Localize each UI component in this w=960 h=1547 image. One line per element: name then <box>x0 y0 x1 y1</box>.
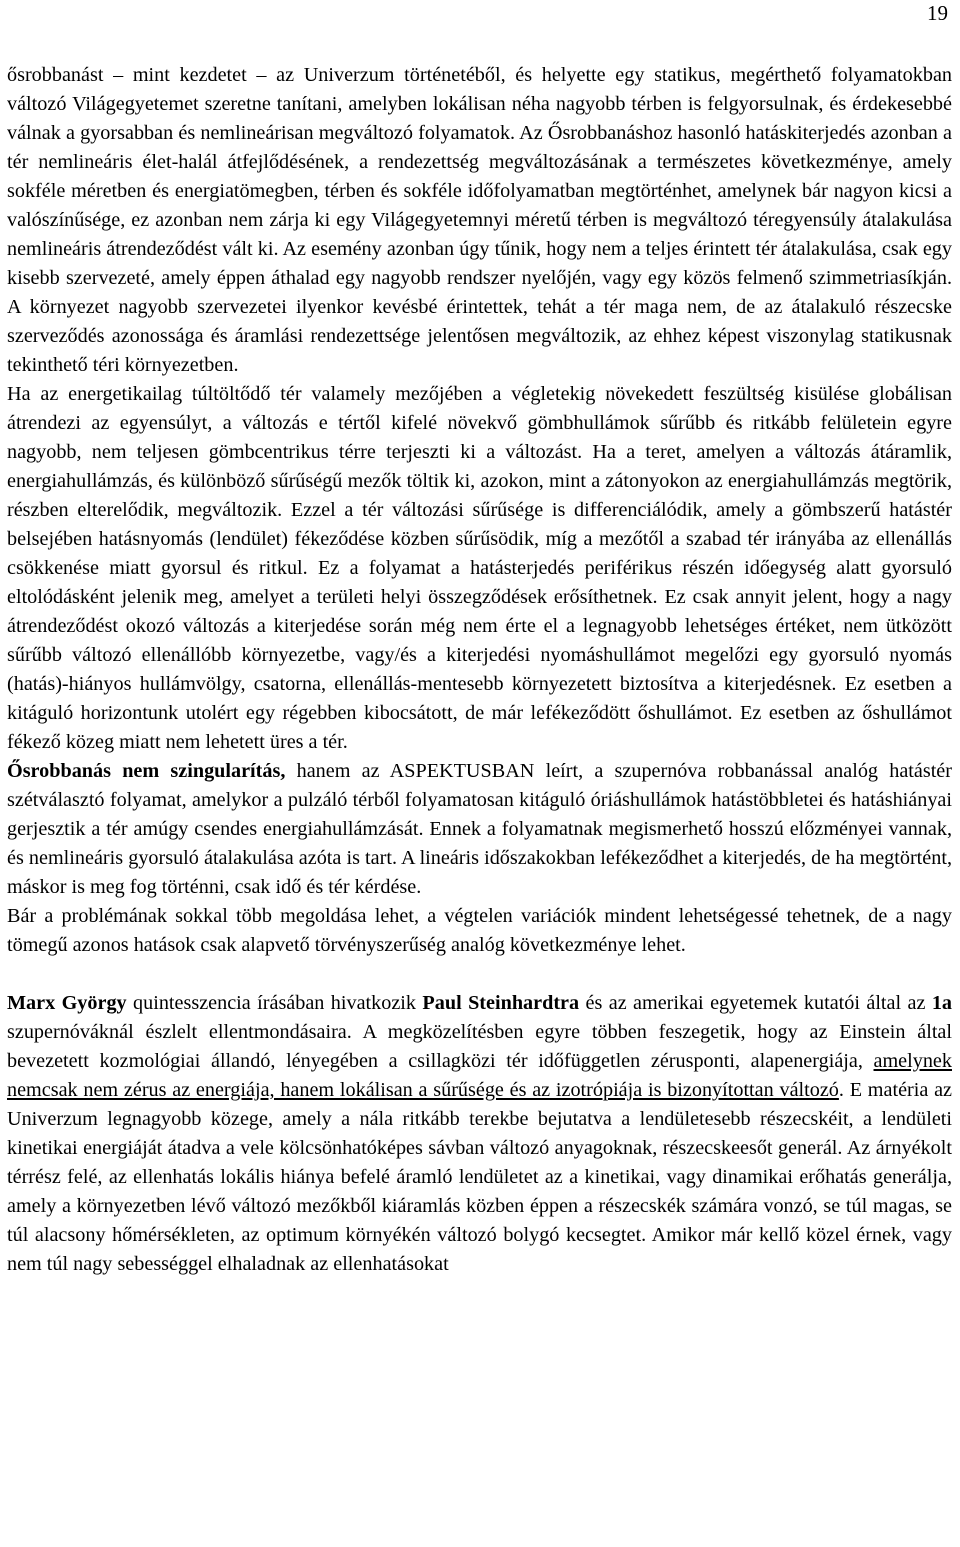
paragraph-5-text-3: szupernóváknál észlelt ellentmondásaira. A megközelítésben egyre többen feszegetik, hogy az Einstein által bevezetett kozmológiai állandó, lényegében a csillagközi tér időfüggetlen zérusponti, alapenergiája, <box>7 1021 952 1072</box>
underlined-phrase: amelynek nemcsak nem zérus az energiája, hanem lokálisan a sűrűsége és az izotrópiája is bizonyítottan változó <box>7 1050 952 1101</box>
document-body <box>7 61 952 1279</box>
paragraph-1: ősrobbanást – mint kezdetet – az Univerzum történetéből, és helyette egy statikus, megérthető folyamatokban változó Világegyetemet szeretne tanítani, amelyben lokálisan néha nagyobb térben is felgyorsulnak, és érdekesebbé válnak a gyorsabban és nemlineárisan megváltozó folyamatok. Az Ősrobbanáshoz hasonló hatáskiterjedés azonban a tér nemlineáris élet-halál átfejlődésének, a rendezettség megváltozásának a természetes következménye, amely sokféle méretben és energiatömegben, térben és sokféle időfolyamatban megtörténhet, amelynek bár nagyon kicsi a valószínűsége, ez azonban nem zárja ki egy Világegyetemnyi méretű térben is megváltozó téregyensúly átalakulása nemlineáris átrendeződést vált ki. Az esemény azonban úgy tűnik, hogy nem a teljes érintett tér átalakulása, csak egy kisebb szervezeté, amely éppen áthalad egy nagyobb rendszer nyelőjén, vagy egy közös felmenő szimmetriasíkján. A környezet nagyobb szervezetei ilyenkor kevésbé érintettek, tehát a tér maga nem, de az átalakuló részecske szerveződés azonossága és áramlási rendezettsége jelentősen megváltozik, az ehhez képest viszonylag statikusnak tekinthető téri környezetben. <box>7 64 952 376</box>
bold-phrase: Ősrobbanás nem szingularítás, <box>7 760 286 782</box>
cited-author-name: Paul Steinhardtra <box>422 992 580 1014</box>
paragraph-5-text-1: quintesszencia írásában hivatkozik <box>126 992 423 1014</box>
page-number: 19 <box>927 1 948 25</box>
paragraph-2: Ha az energetikailag túltöltődő tér valamely mezőjében a végletekig növekedett feszültség kisülése globálisan átrendezi az egyensúlyt, a változás e tértől kifelé növekvő gömbhullámok sűrűbb és ritkább felületein egyre nagyobb, nem teljesen gömbcentrikus térre terjeszti ki a változást. Ha a teret, amelyen a változás átáramlik, energiahullámzás, és különböző sűrűségű mezők töltik ki, azokon, mint a zátonyokon az energiahullámzás megtörik, részben elterelődik, megváltozik. Ezzel a tér változási sűrűsége is differenciálódik, amely a gömbszerű hatástér belsejében hatásnyomás (lendület) fékeződése közben sűrűsödik, míg a mezőtől a szabad tér irányába az ellenállás csökkenése miatt gyorsul és ritkul. Ez a folyamat a hatásterjedés periférikus részén időegység alatt gyorsuló eltolódásként jelenik meg, amelyet a területi helyi összegződések erősíthetnek. Ez csak annyit jelent, hogy a nagy átrendeződést okozó változás a kiterjedése során még nem érte el a legnagyobb lehetséges értéket, nem ütközött sűrűbb változó ellenállóbb környezetbe, vagy/és a kiterjedési nyomáshullámot megelőzi egy gyorsuló nyomás (hatás)-hiányos hullámvölgy, csatorna, ellenállás-mentesebb környezetett biztosítva a kiterjedésnek. Ez esetben a kitáguló horizontunk utolért egy régebben kibocsátott, de már lefékeződött őshullámot. Ez esetben az őshullámot fékező közeg miatt nem lehetett üres a tér. <box>7 383 952 753</box>
paragraph-5-text-4: . E matéria az Univerzum legnagyobb közege, amely a nála ritkább terekbe bejutatva a lendületesebb részecskéit, a lendületi kinetikai energiáját átadva a vele kölcsönhatóképes sávban változó anyagoknak, részecskeesőt generál. Az árnyékolt térrész felé, az ellenhatás lokális hiánya befelé áramló lendületet az a kinetikai, vagy dinamikai erőhatás generálja, amely a környezetben lévő változó mezőkből kiáramlás közben éppen a részecskék számára vonzó, se túl magas, se túl alacsony hőmérsékleten, az optimum környékén változó bolygó kecsegtet. Amikor már kellő közel érnek, vagy nem túl nagy sebességgel elhaladnak az ellenhatásokat <box>7 1079 952 1275</box>
blank-line <box>7 960 952 989</box>
author-name: Marx György <box>7 992 127 1014</box>
paragraph-5 <box>7 989 952 1279</box>
paragraph-4: Bár a problémának sokkal több megoldása lehet, a végtelen variációk mindent lehetségessé tehetnek, de a nagy tömegű azonos hatások csak alapvető törvényszerűség analóg következménye lehet. <box>7 905 952 956</box>
paragraph-3 <box>7 757 952 902</box>
supernova-type: 1a <box>931 992 953 1014</box>
paragraph-3-text: hanem az ASPEKTUSBAN leírt, a szupernóva robbanással analóg hatástér szétválasztó folyamat, amelykor a pulzáló térből folyamatosan kitáguló óriáshullámok hatástöbbletei és hatáshiányai gerjesztik a tér amúgy csendes energiahullámzását. Ennek a folyamatnak megismerhető hosszú előzményei vannak, és nemlineáris gyorsuló átalakulása azóta is tart. A lineáris időszakokban lefékeződhet a kiterjedés, de ha megtörtént, máskor is meg fog történni, csak idő és tér kérdése. <box>7 760 952 898</box>
paragraph-5-text-2: és az amerikai egyetemek kutatói által az <box>579 992 932 1014</box>
